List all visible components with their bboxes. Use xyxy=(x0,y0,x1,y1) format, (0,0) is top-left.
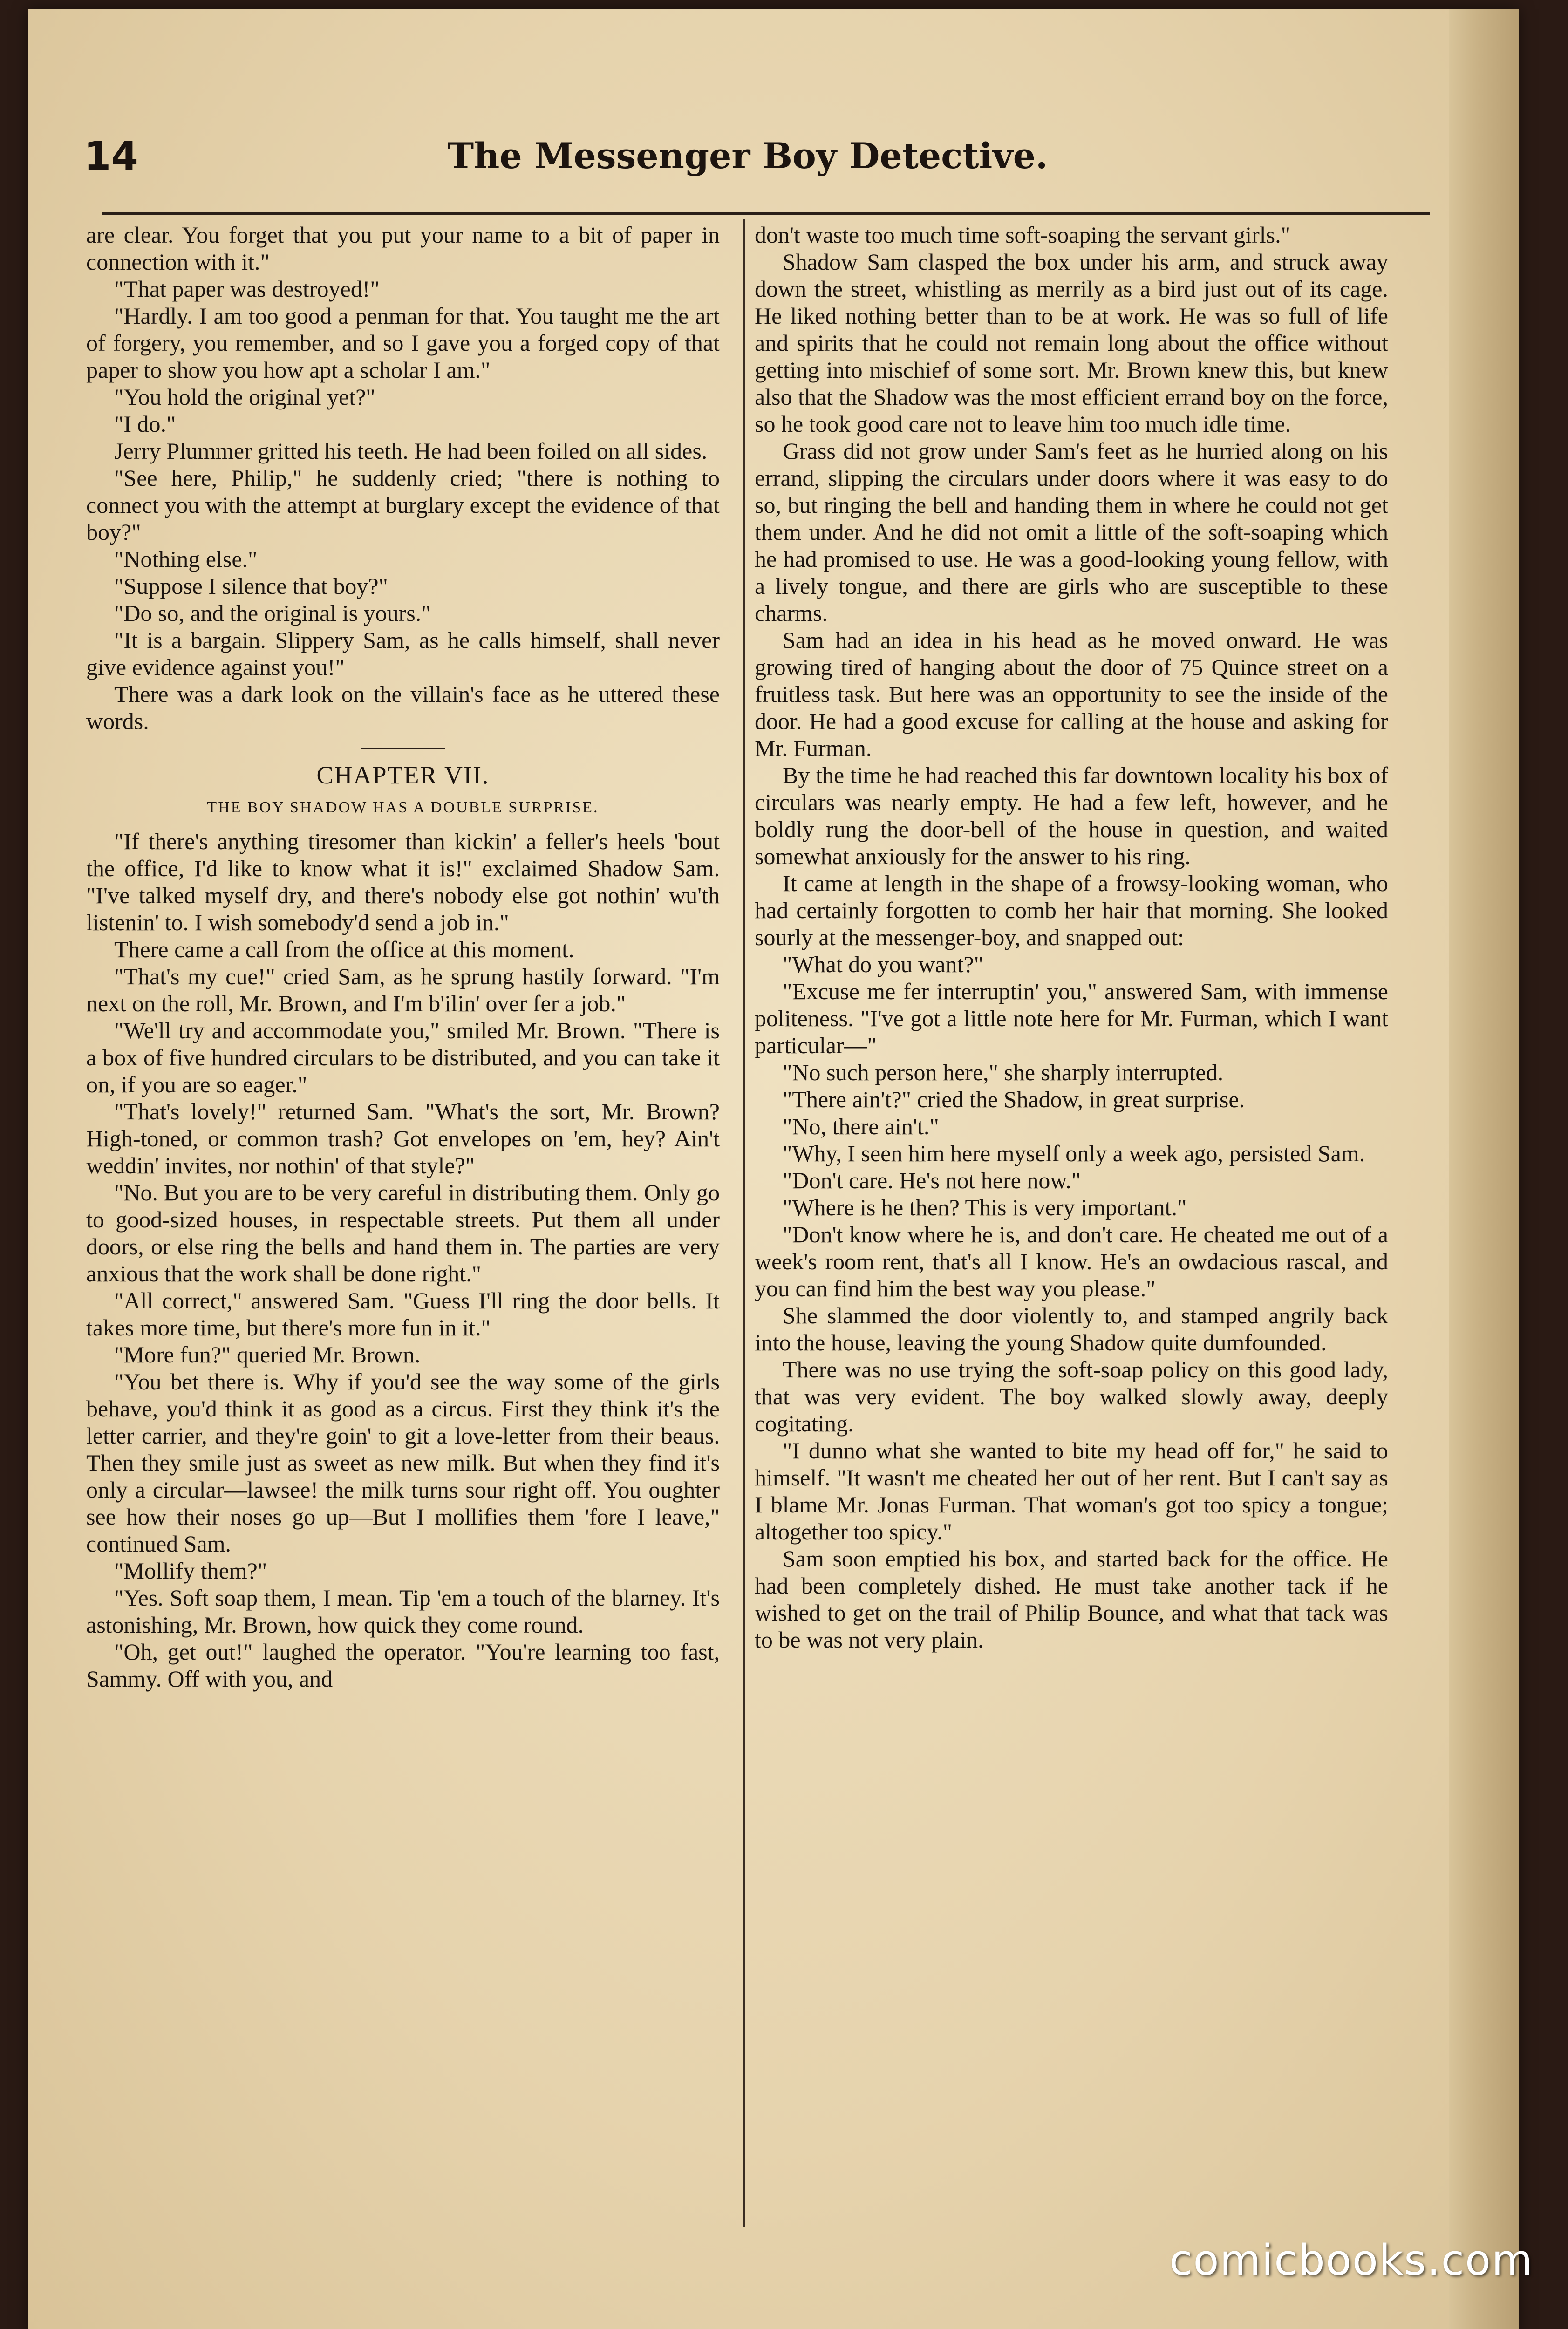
paragraph: Sam soon emptied his box, and started back for the office. He had been completely dished. He must take another tack if he wished to get on the trail of Philip Bounce, and what that tack was to be was not very plain. xyxy=(755,1546,1388,1653)
left-column xyxy=(86,221,720,1692)
left-column-before xyxy=(86,221,720,735)
paragraph: "I do." xyxy=(114,411,176,437)
paragraph: Grass did not grow under Sam's feet as he hurried along on his errand, slipping the circulars under doors where it was easy to do so, but ringing the bell and handing them in where he could not get them under. And he did not omit a little of the soft-soaping which he had promised to use. He was a good-looking young fellow, with a lively tongue, and there are girls who are susceptible to these charms. xyxy=(755,438,1388,626)
paragraph: "That's lovely!" returned Sam. "What's the sort, Mr. Brown? High-toned, or common trash? Got envelopes on 'em, hey? Ain't weddin' invites, nor nothin' of that style?" xyxy=(86,1098,720,1178)
watermark: comicbooks.com xyxy=(1169,2236,1534,2285)
paragraph: "More fun?" queried Mr. Brown. xyxy=(114,1342,421,1368)
paragraph: Shadow Sam clasped the box under his arm, and struck away down the street, whistling as merrily as a bird just out of its cage. He liked nothing better than to be at work. He was so full of life and spirits that he could not remain long about the office without getting into mischief of some sort. Mr. Brown knew this, but knew also that the Shadow was the most efficient errand boy on the force, so he took good care not to leave him too much idle time. xyxy=(755,249,1388,437)
paragraph: It came at length in the shape of a frowsy-looking woman, who had certainly forgotten to comb her hair that morning. She looked sourly at the messenger-boy, and snapped out: xyxy=(755,870,1388,950)
paragraph: "Excuse me fer interruptin' you," answered Sam, with immense politeness. "I've got a little note here for Mr. Furman, which I want particular—" xyxy=(755,978,1388,1058)
paragraph: "See here, Philip," he suddenly cried; "there is nothing to connect you with the attempt at burglary except the evidence of that boy?" xyxy=(86,465,720,545)
paragraph: "What do you want?" xyxy=(783,951,983,977)
column-divider xyxy=(743,219,745,2227)
running-title: The Messenger Boy Detective. xyxy=(447,135,1048,177)
paragraph: Sam had an idea in his head as he moved onward. He was growing tired of hanging about the door of 75 Quince street on a fruitless task. But here was an opportunity to see the inside of the door. He had a good excuse for calling at the house and asking for Mr. Furman. xyxy=(755,627,1388,761)
paragraph: There was no use trying the soft-soap policy on this good lady, that was very evident. The boy walked slowly away, deeply cogitating. xyxy=(755,1356,1388,1437)
page-number: 14 xyxy=(84,133,138,179)
page-header xyxy=(84,126,1411,186)
paragraph: There was a dark look on the villain's face as he uttered these words. xyxy=(86,681,720,734)
paragraph: are clear. You forget that you put your name to a bit of paper in connection with it." xyxy=(86,222,720,275)
paragraph: "Yes. Soft soap them, I mean. Tip 'em a touch of the blarney. It's astonishing, Mr. Brown, how quick they come round. xyxy=(86,1585,720,1638)
paragraph: By the time he had reached this far downtown locality his box of circulars was nearly empty. He had a few left, however, and he boldly rung the door-bell of the house in question, and waited somewhat anxiously for the answer to his ring. xyxy=(755,762,1388,869)
right-column xyxy=(755,221,1388,1653)
paragraph: "There ain't?" cried the Shadow, in great surprise. xyxy=(783,1086,1245,1112)
paragraph: "We'll try and accommodate you," smiled Mr. Brown. "There is a box of five hundred circulars to be distributed, and you can take it on, if you are so eager." xyxy=(86,1017,720,1097)
paragraph: "I dunno what she wanted to bite my head off for," he said to himself. "It wasn't me cheated her out of her rent. But I can't say as I blame Mr. Jonas Furman. That woman's got too spicy a tongue; altogether too spicy." xyxy=(755,1437,1388,1545)
paragraph: There came a call from the office at this moment. xyxy=(114,936,574,962)
paragraph: "You hold the original yet?" xyxy=(114,384,375,410)
chapter-rule xyxy=(361,748,445,749)
paragraph: "Hardly. I am too good a penman for that. You taught me the art of forgery, you remember, and so I gave you a forged copy of that paper to show you how apt a scholar I am." xyxy=(86,303,720,383)
paragraph: "That's my cue!" cried Sam, as he sprung hastily forward. "I'm next on the roll, Mr. Brown, and I'm b'ilin' over fer a job." xyxy=(86,963,720,1016)
chapter-subtitle: THE BOY SHADOW HAS A DOUBLE SURPRISE. xyxy=(207,799,599,816)
paragraph: "No, there ain't." xyxy=(783,1113,939,1139)
paragraph: "No such person here," she sharply interrupted. xyxy=(783,1059,1224,1085)
paragraph: Jerry Plummer gritted his teeth. He had been foiled on all sides. xyxy=(114,438,708,464)
paragraph: "You bet there is. Why if you'd see the way some of the girls behave, you'd think it as good as a circus. First they think it's the letter carrier, and they're goin' to git a love-letter from their beaus. Then they smile just as sweet as new milk. But when they find it's only a circular—lawsee! the milk turns sour right off. You oughter see how their noses go up—But I mollifies them 'fore I leave," continued Sam. xyxy=(86,1369,720,1557)
paragraph: "Oh, get out!" laughed the operator. "You're learning too fast, Sammy. Off with you, and xyxy=(86,1639,720,1692)
paragraph: "Don't care. He's not here now." xyxy=(783,1167,1081,1193)
chapter-title: CHAPTER VII. xyxy=(316,761,490,789)
paragraph: "Mollify them?" xyxy=(114,1558,267,1584)
paragraph: "Suppose I silence that boy?" xyxy=(114,573,388,599)
paragraph: "No. But you are to be very careful in distributing them. Only go to good-sized houses, in respectable streets. Put them all under doors, or else ring the bells and hand them in. The parties are very anxious that the work shall be done right." xyxy=(86,1179,720,1287)
paragraph: "Nothing else." xyxy=(114,546,258,572)
paragraph: "Why, I seen him here myself only a week ago, persisted Sam. xyxy=(783,1140,1365,1166)
paragraph: "It is a bargain. Slippery Sam, as he calls himself, shall never give evidence against you!" xyxy=(86,627,720,680)
paragraph: don't waste too much time soft-soaping the servant girls." xyxy=(755,222,1291,248)
paragraph: "That paper was destroyed!" xyxy=(114,276,380,302)
left-column-after xyxy=(86,828,720,1692)
paragraph: "Where is he then? This is very important." xyxy=(783,1194,1187,1220)
paragraph: "If there's anything tiresomer than kickin' a feller's heels 'bout the office, I'd like to know what it is!" exclaimed Shadow Sam. "I've talked myself dry, and there's nobody else got nothin' wu'th listenin' to. I wish somebody'd send a job in." xyxy=(86,828,720,935)
paragraph: "Do so, and the original is yours." xyxy=(114,600,431,626)
header-rule xyxy=(102,212,1430,215)
paragraph: "Don't know where he is, and don't care. He cheated me out of a week's room rent, that's all I know. He's an owdacious rascal, and you can find him the best way you please." xyxy=(755,1221,1388,1301)
paragraph: She slammed the door violently to, and stamped angrily back into the house, leaving the young Shadow quite dumfounded. xyxy=(755,1302,1388,1355)
paragraph: "All correct," answered Sam. "Guess I'll ring the door bells. It takes more time, but there's more fun in it." xyxy=(86,1287,720,1341)
page-edge xyxy=(1449,9,1519,2329)
